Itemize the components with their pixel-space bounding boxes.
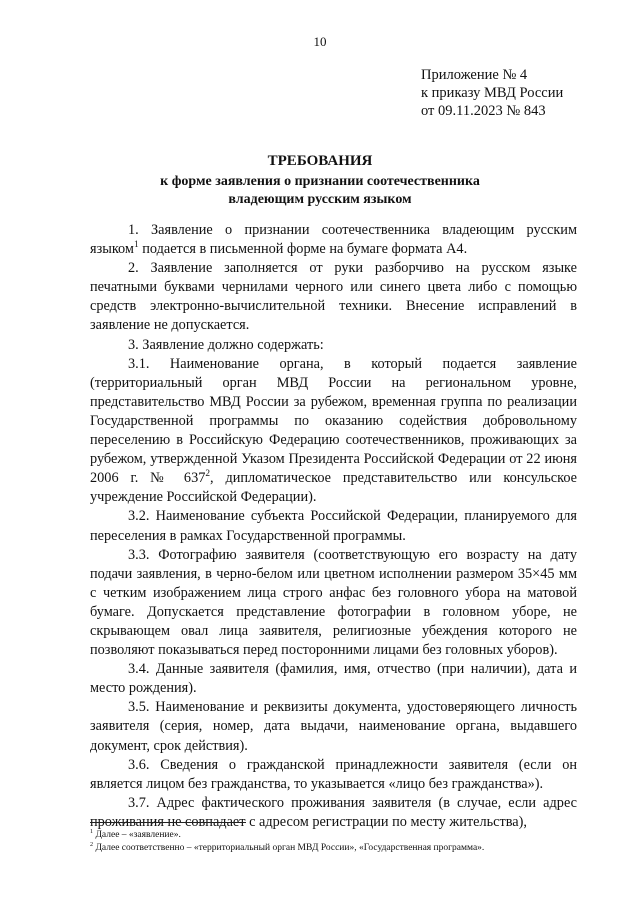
page-number: 10 — [313, 34, 327, 49]
appendix-line-1: Приложение № 4 — [421, 67, 528, 83]
document-body — [90, 221, 577, 832]
footnotes — [90, 829, 580, 854]
document-subtitle-line-2: владеющим русским языком — [228, 192, 412, 207]
paragraph-1: 1. Заявление о признании соотечественника владеющим русским языком$^1$ подается в письменной форме на бумаге формата А4. — [90, 222, 577, 258]
appendix-line-3: от 09.11.2023 № 843 — [421, 103, 546, 119]
footnote-divider — [90, 822, 246, 823]
appendix-block — [421, 66, 563, 120]
footnote-ref-2: 2 — [205, 469, 211, 480]
paragraph-3-7: 3.7. Адрес фактического проживания заявителя (в случае, если адрес проживания не совпадает с адресом регистрации по месту жительства), — [90, 794, 577, 830]
footnote-2: $^2$ Далее соответственно – «территориальный орган МВД России», «Государственная программа». — [90, 841, 485, 853]
document-title: ТРЕБОВАНИЯ — [267, 153, 373, 169]
paragraph-3-6: 3.6. Сведения о гражданской принадлежности заявителя (если он является лицом без гражданства, то указывается «лицо без гражданства»). — [90, 756, 577, 792]
paragraph-3-5: 3.5. Наименование и реквизиты документа, удостоверяющего личность заявителя (серия, номер, дата выдачи, наименование органа, выдавшего документ, срок действия). — [90, 699, 577, 754]
paragraph-3-4: 3.4. Данные заявителя (фамилия, имя, отчество (при наличии), дата и место рождения). — [90, 661, 577, 697]
appendix-line-2: к приказу МВД России — [421, 85, 564, 101]
paragraph-3-1: 3.1. Наименование органа, в который подается заявление (территориальный орган МВД России на региональном уровне, представительство МВД России за рубежом, временная группа по реализации Государственной программы по оказанию содействия добровольному переселению в Российскую Федерацию соотечественников, проживающих за рубежом, утвержденной Указом Президента Российской Федерации от 22 июня 2006 г. № $637^2$, дипломатическое представительство или консульское учреждение Российской Федерации). — [90, 355, 577, 506]
paragraph-3-3: 3.3. Фотографию заявителя (соответствующую его возрасту на дату подачи заявления, в черно-белом или цветном исполнении размером 35×45 мм с четким изображением лица строго анфас без головного убора на матовой бумаге. Допускается представление фотографии в головном уборе, не скрывающем овал лица заявителя, религиозные убеждения которого не позволяют показываться перед посторонними лицами без головных уборов). — [90, 546, 577, 659]
paragraph-3-2: 3.2. Наименование субъекта Российской Федерации, планируемого для переселения в рамках Государственной программы. — [90, 508, 577, 544]
footnote-ref-1: 1 — [133, 240, 139, 251]
footnote-1: $^1$ Далее – «заявление». — [90, 828, 181, 840]
document-subtitle-line-1: к форме заявления о признании соотечественника — [160, 174, 480, 189]
paragraph-3: 3. Заявление должно содержать: — [128, 336, 324, 353]
paragraph-2: 2. Заявление заполняется от руки разборчиво на русском языке печатными буквами чернилами черного или синего цвета либо с помощью средств электронно-вычислительной техники. Внесение исправлений в заявление не допускается. — [90, 260, 577, 334]
